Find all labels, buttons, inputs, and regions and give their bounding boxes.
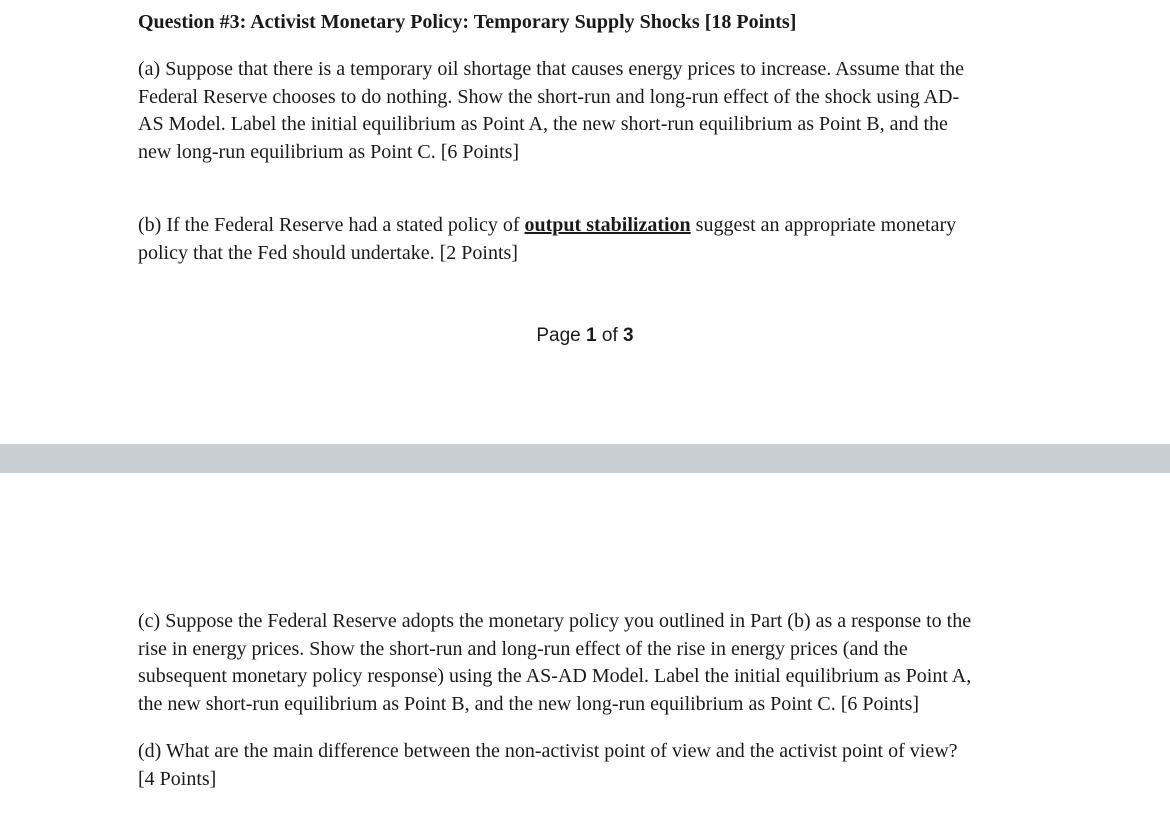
output-stabilization-emphasis: output stabilization (524, 214, 691, 236)
total-pages-number: 3 (623, 325, 634, 346)
current-page-number: 1 (586, 325, 597, 346)
part-b-text-after: suggest an appropriate monetary (690, 214, 957, 236)
page-word: Page (536, 325, 581, 346)
part-b-paragraph (138, 212, 1038, 267)
part-c-line: subsequent monetary policy response) using the AS-AD Model. Label the initial equilibrium as Point A, (138, 665, 972, 688)
part-a-line: AS Model. Label the initial equilibrium as Point A, the new short-run equilibrium as Point B, and the (138, 113, 948, 136)
question-heading: Question #3: Activist Monetary Policy: Temporary Supply Shocks [18 Points] (138, 11, 797, 33)
part-a-paragraph (138, 56, 1038, 167)
part-a-line: Federal Reserve chooses to do nothing. Show the short-run and long-run effect of the shock using AD- (138, 85, 960, 108)
part-b-line: policy that the Fed should undertake. [2 Points] (138, 241, 518, 264)
part-c-paragraph (138, 608, 1038, 719)
part-c-line: the new short-run equilibrium as Point B, and the new long-run equilibrium as Point C. [6 Points] (138, 693, 920, 716)
part-b-text-before: (b) If the Federal Reserve had a stated policy of (138, 214, 525, 236)
part-c-line: (c) Suppose the Federal Reserve adopts the monetary policy you outlined in Part (b) as a response to the (138, 610, 972, 632)
page-footer (0, 323, 1170, 349)
of-word: of (601, 325, 618, 346)
part-c-line: rise in energy prices. Show the short-run and long-run effect of the rise in energy prices (and the (138, 637, 908, 660)
page-separator (0, 444, 1170, 473)
part-a-line: new long-run equilibrium as Point C. [6 Points] (138, 141, 520, 164)
part-b-line (138, 212, 1038, 240)
part-d-line: [4 Points] (138, 767, 217, 790)
part-a-line: (a) Suppose that there is a temporary oil shortage that causes energy prices to increase. Assume that the (138, 58, 965, 80)
part-d-paragraph (138, 738, 1038, 793)
part-d-line: (d) What are the main difference between the non-activist point of view and the activist point of view? (138, 740, 958, 762)
